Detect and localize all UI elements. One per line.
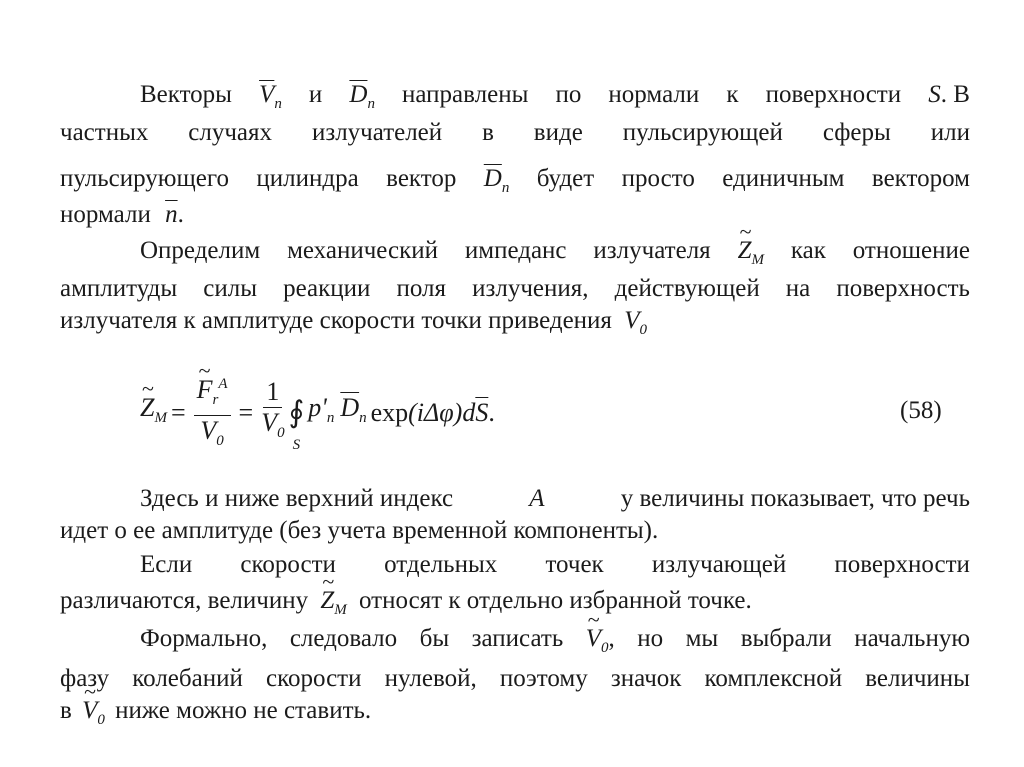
word: на: [785, 275, 811, 302]
equals: =: [170, 398, 186, 427]
math-surface-s: S. В: [928, 81, 970, 108]
word: излучателя: [593, 237, 711, 264]
word: нулевой,: [384, 665, 477, 692]
differential-d: d: [462, 398, 476, 427]
word: реакции: [283, 275, 371, 302]
formula-lhs: ~ $Z_M$: [140, 393, 167, 433]
word: и: [308, 81, 323, 108]
word: колебаний: [132, 665, 243, 692]
word: поверхность: [836, 275, 970, 302]
equation-number: (58): [900, 397, 942, 424]
word: действующей: [614, 275, 760, 302]
formula-58: [140, 375, 495, 453]
word: поверхности: [834, 551, 970, 578]
word: выбрали: [740, 625, 832, 652]
math-normal-n: $\overline{n}$: [165, 201, 178, 228]
index-a: A: [529, 485, 545, 512]
word: частных: [60, 119, 149, 146]
word: мы: [685, 625, 719, 652]
word: импеданс: [464, 237, 567, 264]
word: точек: [545, 551, 604, 578]
word: силы: [203, 275, 258, 302]
word: по: [555, 81, 582, 108]
normal-vector-d: $\overline{D}_n$: [340, 392, 367, 427]
word: Если: [140, 551, 193, 578]
p5-line2: [60, 664, 970, 694]
p5-line3: в ~ $V_0$ ниже можно не ставить.: [60, 696, 371, 735]
math-vector-v: $\overline{V}_n$: [259, 81, 282, 112]
word: вектором: [871, 165, 970, 192]
word: случаях: [188, 119, 273, 146]
formula-end: .: [488, 398, 495, 427]
word: единичным: [722, 165, 845, 192]
math-impedance-z: ~ $Z_M$: [738, 236, 764, 275]
word: поля: [396, 275, 447, 302]
word: излучателей: [311, 119, 443, 146]
word: механический: [287, 237, 438, 264]
word: Формально,: [140, 625, 268, 652]
math-velocity-v0: ~ $V_0$: [82, 697, 105, 724]
word: излучающей: [651, 551, 787, 578]
word: будет: [536, 165, 595, 192]
p4-line1: [140, 550, 970, 580]
word: Векторы: [140, 81, 232, 108]
word: но: [637, 625, 664, 652]
word: поверхности: [765, 81, 902, 108]
word: отдельных: [384, 551, 498, 578]
contour-integral-sign: ∮ S: [288, 396, 305, 453]
p5-line1: [140, 624, 970, 663]
word: начальную: [854, 625, 970, 652]
word: отношение: [852, 237, 970, 264]
word: к: [726, 81, 739, 108]
math-vector-d: $\overline{D}_n$: [349, 81, 375, 112]
word: поэтому: [499, 665, 588, 692]
p2-line2: [60, 274, 970, 304]
word: значок: [610, 665, 682, 692]
word: в: [482, 119, 494, 146]
word: нормали: [608, 81, 700, 108]
word: скорости: [240, 551, 336, 578]
word: пульсирующего: [60, 165, 229, 192]
word: скорости: [265, 665, 362, 692]
fraction-force-velocity: ~ $\frac{F_r^A}{V_0}$: [194, 369, 231, 456]
equals: =: [238, 398, 254, 427]
word: как: [790, 237, 826, 264]
p1-line4: нормали $\overline{n}$.: [60, 201, 184, 228]
math-vector-d: $\overline{D}_n$: [483, 165, 510, 196]
word: Определим: [140, 237, 261, 264]
word: комплексной: [704, 665, 843, 692]
p3-line1: Здесь и ниже верхний индекс A у величины показывает, что речь: [140, 485, 970, 512]
p3-line2: идет о ее амплитуде (без учета временной компоненты).: [60, 517, 659, 544]
word: вектор: [386, 165, 457, 192]
word: следовало: [289, 625, 398, 652]
word: или: [930, 119, 970, 146]
fraction-one-velocity: $\frac{1}{V_0}$: [261, 377, 285, 442]
word: величины: [865, 665, 970, 692]
p1-line2: [60, 118, 970, 148]
math-velocity-v0: $V_0$: [624, 307, 647, 338]
math-velocity-v0: ~ $V_0$,: [586, 624, 615, 663]
word: сферы: [822, 119, 891, 146]
p1-line3: [60, 164, 970, 203]
p2-line3: излучателя к амплитуде скорости точки приведения $V_0$: [60, 307, 647, 338]
math-impedance-z: ~ $Z_M$: [320, 587, 346, 614]
word: фазу: [60, 665, 110, 692]
word: направлены: [402, 81, 529, 108]
p4-line2: различаются, величину ~ $Z_M$ относят к отдельно избранной точке.: [60, 586, 752, 625]
surface-s: $\overline{S}$: [475, 398, 489, 427]
word: просто: [621, 165, 695, 192]
word: амплитуды: [60, 275, 178, 302]
word: бы: [419, 625, 450, 652]
pressure-term: $p'_n$: [308, 392, 335, 427]
word: виде: [533, 119, 583, 146]
exp-argument: (iΔφ): [408, 398, 463, 427]
p1-line1: [140, 80, 970, 119]
word: записать: [471, 625, 564, 652]
exp-function: exp: [370, 398, 409, 427]
p2-line1: [140, 236, 970, 275]
word: цилиндра: [256, 165, 359, 192]
word: пульсирующей: [622, 119, 783, 146]
word: излучения,: [472, 275, 589, 302]
